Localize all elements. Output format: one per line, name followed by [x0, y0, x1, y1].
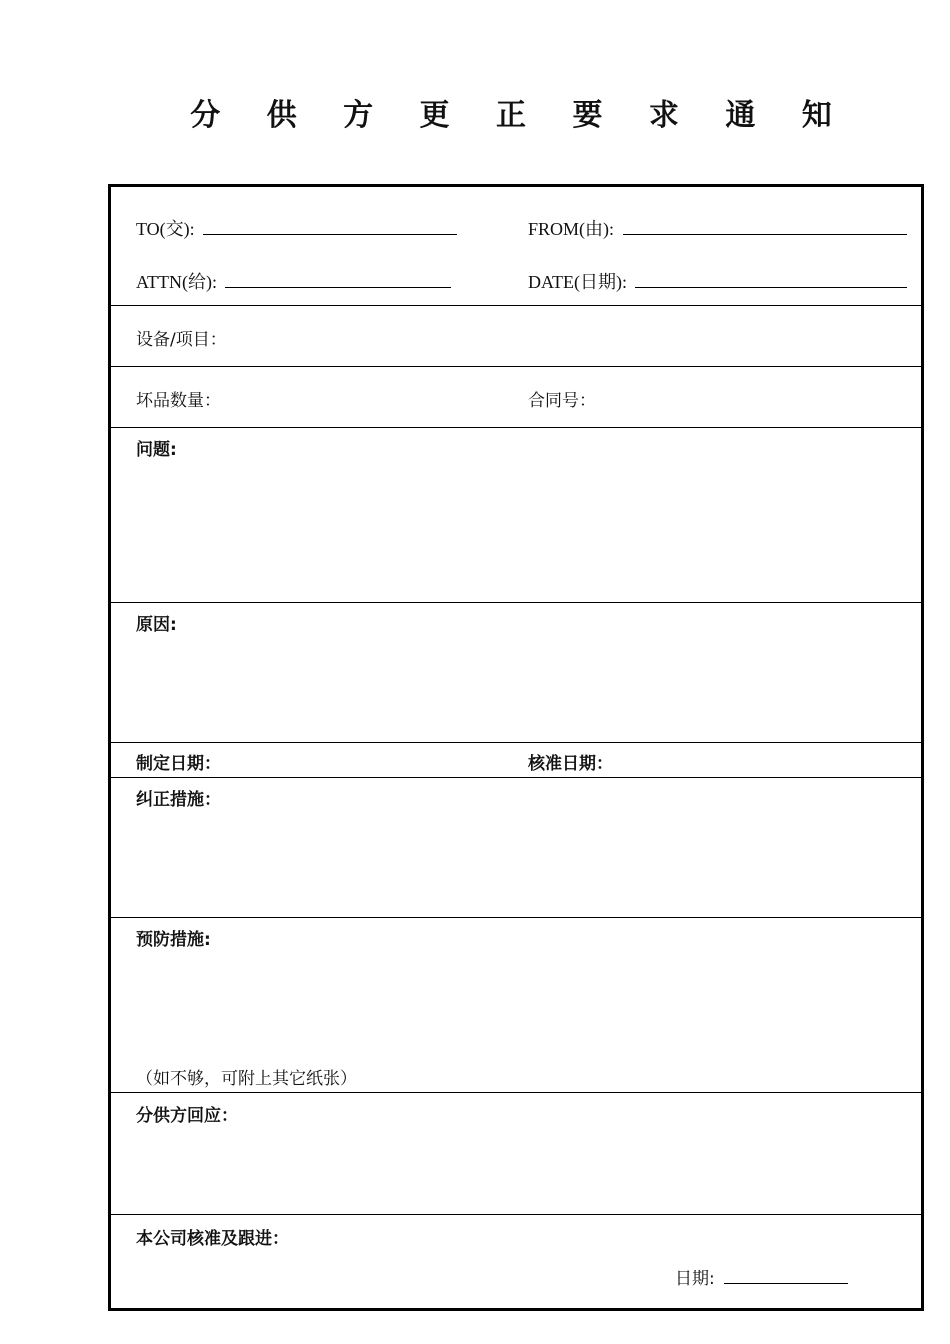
notice-form — [108, 184, 924, 1311]
from-input-line[interactable] — [623, 218, 907, 235]
problem-label: 问题: — [136, 440, 177, 460]
made-date-label: 制定日期： — [136, 754, 221, 774]
equipment-row — [111, 305, 921, 367]
date-label: DATE(日期): — [528, 272, 627, 292]
sign-date-field — [675, 1264, 848, 1289]
attn-label: ATTN(给): — [136, 272, 217, 292]
cause-section[interactable] — [111, 602, 921, 743]
sign-date-input-line[interactable] — [724, 1267, 848, 1284]
corrective-section[interactable] — [111, 777, 921, 918]
date-input-line[interactable] — [635, 271, 907, 288]
defect-contract-row — [111, 366, 921, 428]
preventive-label: 预防措施: — [136, 930, 211, 950]
to-input-line[interactable] — [203, 218, 457, 235]
from-field — [528, 215, 907, 241]
date-field — [528, 268, 907, 294]
problem-section[interactable] — [111, 427, 921, 603]
corrective-label: 纠正措施： — [136, 790, 221, 810]
defect-qty-label: 坏品数量： — [136, 391, 221, 411]
supplier-response-section[interactable] — [111, 1092, 921, 1215]
attach-note: （如不够，可附上其它纸张） — [136, 1069, 357, 1089]
attn-field — [136, 268, 451, 294]
dates-row — [111, 742, 921, 778]
company-followup-label: 本公司核准及跟进： — [136, 1229, 289, 1249]
equipment-label: 设备/项目： — [136, 330, 227, 350]
to-field — [136, 215, 457, 241]
contract-no-label: 合同号： — [528, 391, 596, 411]
attn-input-line[interactable] — [225, 271, 451, 288]
cause-label: 原因: — [136, 615, 177, 635]
from-label: FROM(由): — [528, 219, 615, 239]
page-title: 分 供 方 更 正 要 求 通 知 — [190, 98, 850, 133]
company-followup-section[interactable] — [111, 1214, 921, 1309]
preventive-section[interactable] — [111, 917, 921, 1093]
header-block — [111, 187, 921, 305]
supplier-response-label: 分供方回应： — [136, 1106, 238, 1126]
to-label: TO(交): — [136, 219, 195, 239]
sign-date-label: 日期: — [675, 1269, 715, 1289]
approve-date-label: 核准日期： — [528, 754, 613, 774]
